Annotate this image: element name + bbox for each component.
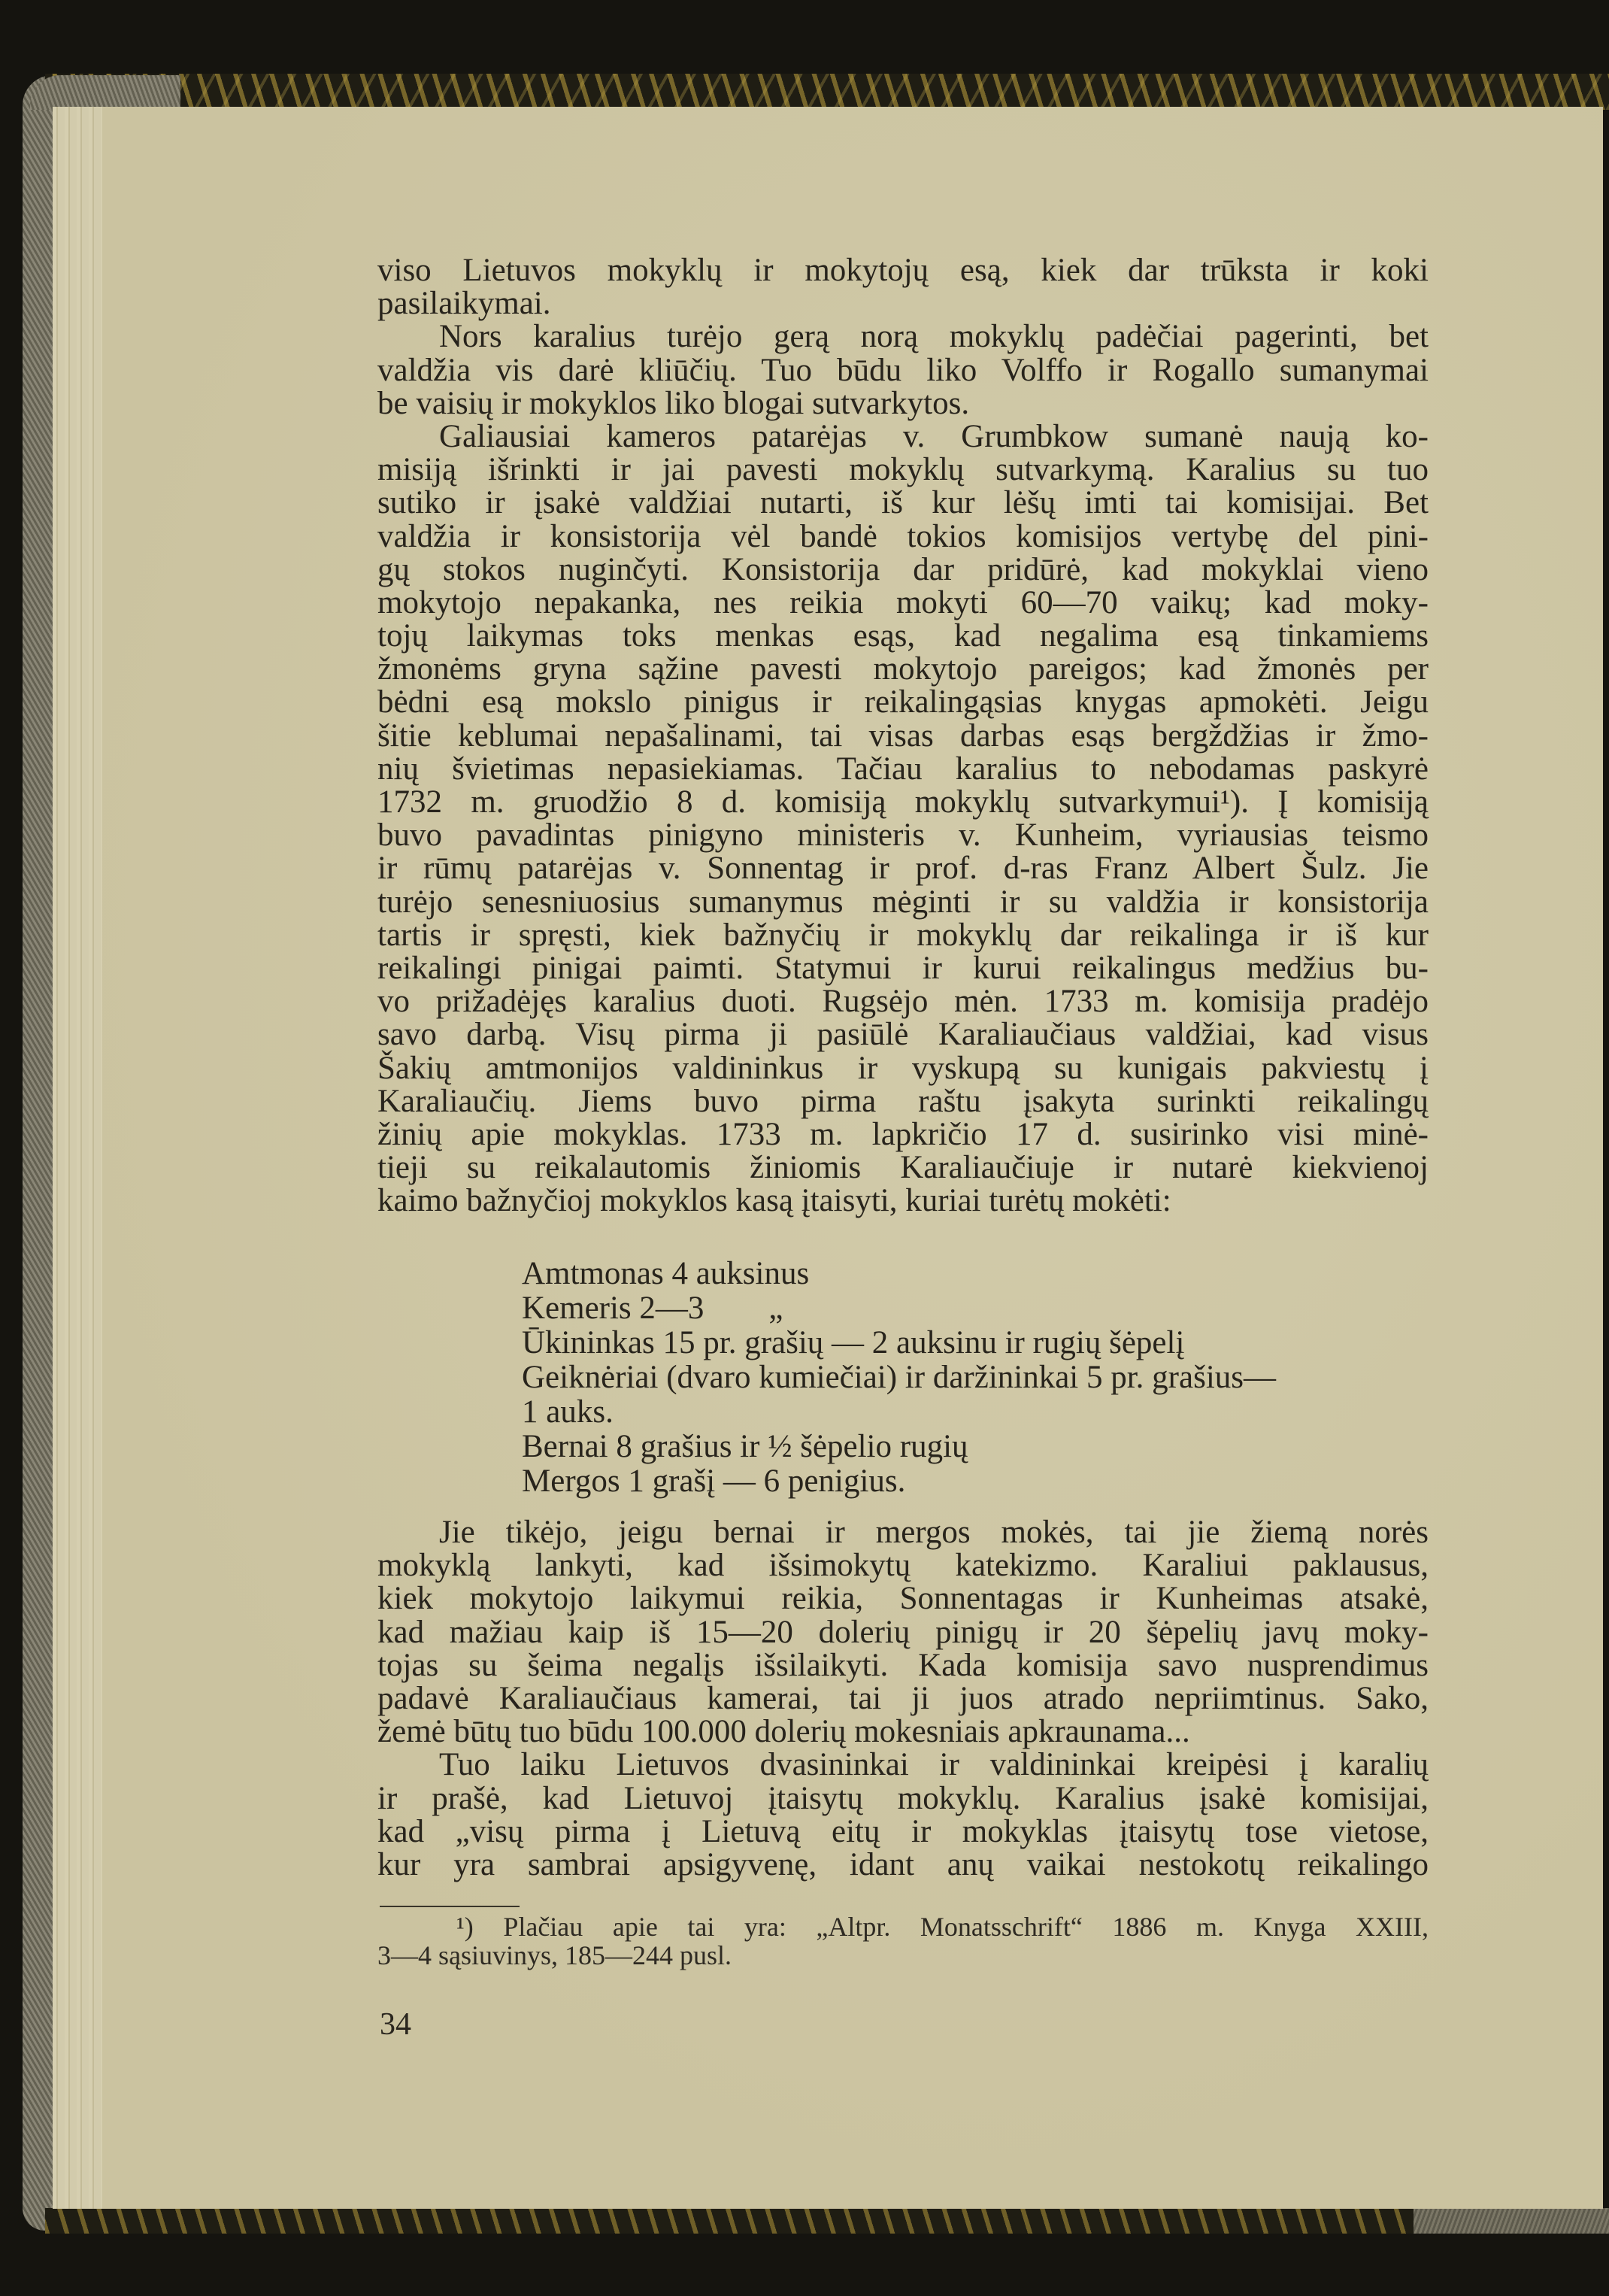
list-item: Bernai 8 grašius ir ½ šėpelio rugių — [522, 1429, 968, 1464]
marbled-cover-bottom-edge — [45, 2208, 1534, 2234]
text-line: kur yra sambrai apsigyvenę, idant anų vaikai nestokotų reikalingo — [377, 1846, 1429, 1882]
text-line: ir prašė, kad Lietuvoj įtaisytų mokyklų. Karalius įsakė komisijai, — [377, 1780, 1429, 1816]
text-line: Galiausiai kameros patarėjas v. Grumbkow sumanė naują ko- — [439, 418, 1429, 454]
main-text-lower — [377, 1516, 1429, 1882]
list-item: Kemeris 2—3 „ — [522, 1291, 783, 1326]
text-line: padavė Karaliaučiaus kamerai, tai ji juos atrado nepriimtinus. Sako, — [377, 1680, 1429, 1716]
list-item: 1 auks. — [522, 1394, 614, 1430]
marbled-cover-top-edge — [45, 74, 1609, 110]
text-line: tartis ir spręsti, kiek bažnyčių ir mokyklų dar reikalinga ir iš kur — [377, 917, 1429, 953]
list-item: Amtmonas 4 auksinus — [522, 1256, 810, 1291]
text-line: žinių apie mokyklas. 1733 m. lapkričio 17 d. susirinko visi minė- — [377, 1116, 1429, 1152]
payment-list — [377, 1257, 1429, 1499]
text-line: Nors karalius turėjo gerą norą mokyklų padėčiai pagerinti, bet — [439, 319, 1429, 355]
footnote-line: 3—4 sąsiuvinys, 185—244 pusl. — [377, 1940, 732, 1970]
text-line: bėdni esą mokslo pinigus ir reikalingąsias knygas apmokėti. Jeigu — [377, 684, 1429, 720]
cloth-corner — [30, 75, 180, 110]
text-line: Jie tikėjo, jeigu bernai ir mergos mokės, tai jie žiemą norės — [439, 1515, 1429, 1550]
text-line: gų stokos nuginčyti. Konsistorija dar pridūrė, kad mokyklai vieno — [377, 551, 1429, 587]
text-line: žemė būtų tuo būdu 100.000 dolerių mokesniais apkraunama... — [377, 1714, 1190, 1750]
text-line: Šakių amtmonijos valdininkus ir vyskupą su kunigais pakviestų į — [377, 1050, 1429, 1086]
text-line: misiją išrinkti ir jai pavesti mokyklų sutvarkymą. Karalius su tuo — [377, 452, 1429, 488]
text-line: vo prižadėjęs karalius duoti. Rugsėjo mėn. 1733 m. komisija pradėjo — [377, 984, 1429, 1020]
text-line: 1732 m. gruodžio 8 d. komisiją mokyklų sutvarkymui¹). Į komisiją — [377, 784, 1429, 820]
text-line: buvo pavadintas pinigyno ministeris v. Kunheim, vyriausias teismo — [377, 817, 1429, 854]
text-line: reikalingi pinigai paimti. Statymui ir kurui reikalingus medžius bu- — [377, 950, 1429, 986]
text-line: tieji su reikalautomis žiniomis Karaliaučiuje ir nutarė kiekvienoj — [377, 1150, 1429, 1186]
text-line: kad mažiau kaip iš 15—20 dolerių pinigų ir 20 šėpelių javų moky- — [377, 1614, 1429, 1650]
list-item: Geiknėriai (dvaro kumiečiai) ir daržininkai 5 pr. grašius— — [522, 1360, 1277, 1395]
text-line: ir rūmų patarėjas v. Sonnentag ir prof. d-ras Franz Albert Šulz. Jie — [377, 851, 1429, 887]
text-line: tojas su šeima negalįs išsilaikyti. Kada komisija savo nusprendimus — [377, 1647, 1429, 1683]
text-line: kad „visų pirma į Lietuvą eitų ir mokyklas įtaisytų tose vietose, — [377, 1813, 1429, 1849]
text-line: pasilaikymai. — [377, 286, 551, 322]
page-edges — [53, 107, 102, 2209]
text-line: savo darbą. Visų pirma ji pasiūlė Karaliaučiaus valdžiai, kad visus — [377, 1017, 1429, 1053]
text-line: šitie keblumai nepašalinami, tai visas darbas esąs bergždžias ir žmo- — [377, 717, 1429, 754]
text-line: kiek mokytojo laikymui reikia, Sonnentagas ir Kunheimas atsakė, — [377, 1581, 1429, 1617]
text-line: be vaisių ir mokyklos liko blogai sutvarkytos. — [377, 385, 970, 421]
cloth-corner-bottom — [1414, 2208, 1609, 2234]
text-line: turėjo senesniuosius sumanymus mėginti ir su valdžia ir konsistorija — [377, 884, 1429, 920]
main-text-upper — [377, 254, 1429, 1218]
page-number: 34 — [380, 2007, 411, 2042]
text-line: sutiko ir įsakė valdžiai nutarti, iš kur lėšų imti tai komisijai. Bet — [377, 485, 1429, 521]
list-item: Ūkininkas 15 pr. grašių — 2 auksinu ir rugių šėpelį — [522, 1325, 1185, 1360]
text-line: mokytojo nepakanka, nes reikia mokyti 60—70 vaikų; kad moky- — [377, 584, 1429, 620]
footnote-line: ¹) Plačiau apie tai yra: „Altpr. Monatsschrift“ 1886 m. Knyga XXIII, — [456, 1912, 1429, 1942]
text-line: nių švietimas nepasiekiamas. Tačiau karalius to nebodamas paskyrė — [377, 751, 1429, 787]
footnote-divider — [380, 1906, 520, 1907]
text-line: valdžia ir konsistorija vėl bandė tokios komisijos vertybę del pini- — [377, 518, 1429, 554]
text-line: mokyklą lankyti, kad išsimokytų katekizmo. Karaliui paklausus, — [377, 1548, 1429, 1584]
footnote — [377, 1912, 1429, 1970]
text-line: kaimo bažnyčioj mokyklos kasą įtaisyti, kuriai turėtų mokėti: — [377, 1183, 1171, 1219]
list-item: Mergos 1 grašį — 6 penigius. — [522, 1463, 906, 1499]
text-line: valdžia vis darė kliūčių. Tuo būdu liko Volffo ir Rogallo sumanymai — [377, 352, 1429, 388]
text-line: žmonėms gryna sąžine pavesti mokytojo pareigos; kad žmonės per — [377, 651, 1429, 687]
text-line: viso Lietuvos mokyklų ir mokytojų esą, kiek dar trūksta ir koki — [377, 253, 1429, 288]
text-line: Tuo laiku Lietuvos dvasininkai ir valdininkai kreipėsi į karalių — [439, 1747, 1429, 1783]
text-line: Karaliaučių. Jiems buvo pirma raštu įsakyta surinkti reikalingų — [377, 1083, 1429, 1119]
text-line: tojų laikymas toks menkas esąs, kad negalima esą tinkamiems — [377, 618, 1429, 654]
